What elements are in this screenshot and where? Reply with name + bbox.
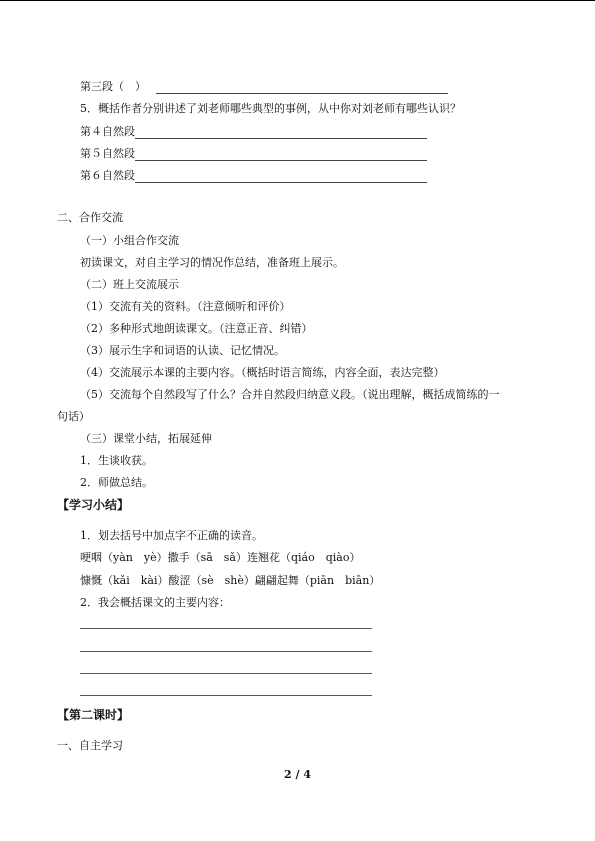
summary-question-2: 2．我会概括课文的主要内容： — [80, 596, 230, 609]
paragraph-3-prompt — [80, 80, 448, 94]
group-exchange-text: 初读课文，对自主学习的情况作总结，准备班上展示。 — [80, 256, 344, 269]
display-item-1: （1）交流有关的资料。（注意倾听和评价） — [80, 300, 291, 313]
answer-blank[interactable] — [135, 148, 427, 161]
study-summary-heading: 【学习小结】 — [57, 498, 130, 512]
main-content-blank-1[interactable] — [80, 628, 372, 629]
paragraph-3-label: 第三段（ ） — [80, 80, 146, 93]
page-number: 2 / 4 — [284, 768, 311, 781]
subsection-class-summary: （三）课堂小结，拓展延伸 — [80, 432, 212, 445]
natural-paragraph-5-label: 第５自然段 — [80, 147, 135, 160]
summary-question-1: 1．划去括号中加点字不正确的读音。 — [80, 529, 263, 542]
page-top-border — [0, 0, 595, 1]
self-study-heading: 一、自主学习 — [57, 739, 123, 752]
summary-item-2: 2．师做总结。 — [80, 476, 153, 489]
section-2-heading: 二、合作交流 — [57, 211, 123, 224]
answer-blank[interactable] — [135, 126, 427, 139]
natural-paragraph-6 — [80, 169, 427, 183]
answer-blank[interactable] — [135, 170, 427, 183]
display-item-4: （4）交流展示本课的主要内容。（概括时语言简练，内容全面，表达完整） — [80, 366, 445, 379]
pronunciation-row-1: 哽咽（yàn yè）撒手（sā sǎ）连翘花（qiáo qiào） — [80, 551, 361, 564]
natural-paragraph-6-label: 第６自然段 — [80, 169, 135, 182]
question-5: 5．概括作者分别讲述了刘老师哪些典型的事例，从中你对刘老师有哪些认识？ — [80, 102, 461, 115]
display-item-5-continued: 句话） — [57, 410, 90, 423]
main-content-blank-4[interactable] — [80, 695, 372, 696]
main-content-blank-2[interactable] — [80, 651, 372, 652]
lesson-2-heading: 【第二课时】 — [57, 708, 130, 722]
display-item-5: （5）交流每个自然段写了什么？合并自然段归纳意义段。（说出理解，概括成简练的一 — [80, 388, 500, 401]
display-item-2: （2）多种形式地朗读课文。（注意正音、纠错） — [80, 322, 313, 335]
display-item-3: （3）展示生字和词语的认读、记忆情况。 — [80, 344, 285, 357]
natural-paragraph-5 — [80, 147, 427, 161]
summary-item-1: 1．生谈收获。 — [80, 454, 153, 467]
subsection-group-exchange: （一）小组合作交流 — [80, 234, 179, 247]
natural-paragraph-4-label: 第４自然段 — [80, 125, 135, 138]
answer-blank[interactable] — [156, 81, 448, 94]
main-content-blank-3[interactable] — [80, 673, 372, 674]
pronunciation-row-2: 慷慨（kǎi kài）酸涩（sè shè）翩翩起舞（piān biān） — [80, 574, 381, 587]
natural-paragraph-4 — [80, 125, 427, 139]
subsection-class-display: （二）班上交流展示 — [80, 278, 179, 291]
